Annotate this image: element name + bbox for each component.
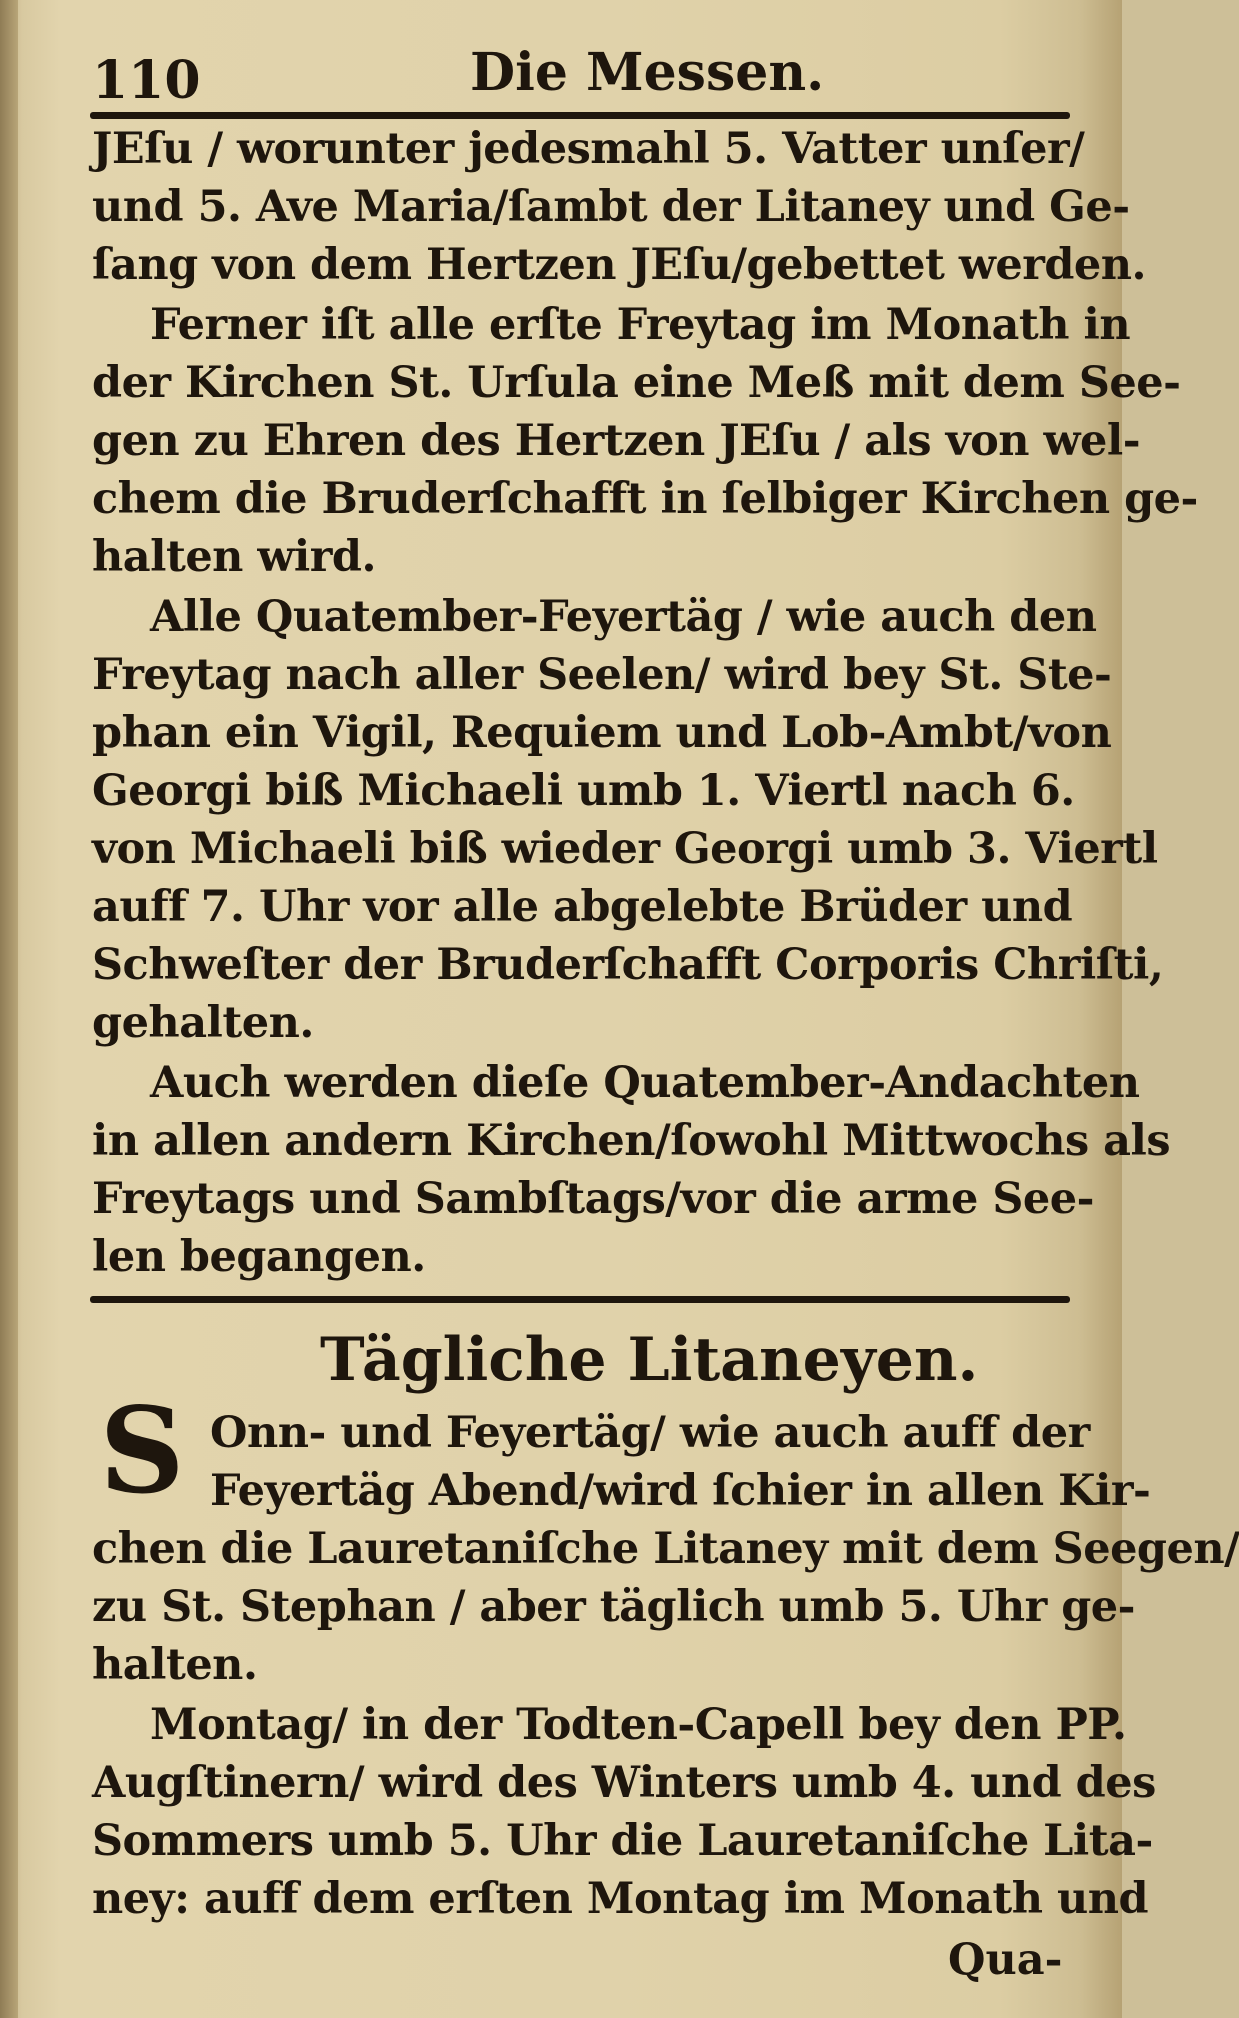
section-title: Tägliche Litaneyen. <box>320 1325 979 1395</box>
text-line: gehalten. <box>92 998 314 1048</box>
text-line: phan ein Vigil, Requiem und Lob-Ambt/von <box>92 708 1112 758</box>
text-line: Montag/ in der Todten-Capell bey den PP. <box>150 1700 1127 1750</box>
text-line: Freytags und Sambſtags/vor die arme See- <box>92 1174 1094 1224</box>
text-line: halten wird. <box>92 532 376 582</box>
text-line: der Kirchen St. Urſula eine Meß mit dem See- <box>92 358 1181 408</box>
text-line: auff 7. Uhr vor alle abgelebte Brüder und <box>92 882 1073 932</box>
text-line: in allen andern Kirchen/ſowohl Mittwochs als <box>92 1116 1171 1166</box>
text-line: JEſu / worunter jedesmahl 5. Vatter unſer/ <box>92 124 1085 174</box>
text-line: Schweſter der Bruderſchafft Corporis Chriſti, <box>92 940 1164 990</box>
text-line: chem die Bruderſchafft in ſelbiger Kirchen ge- <box>92 474 1198 524</box>
text-line: Auch werden dieſe Quatember-Andachten <box>150 1058 1140 1108</box>
text-line: Alle Quatember-Feyertäg / wie auch den <box>150 592 1097 642</box>
text-line: Freytag nach aller Seelen/ wird bey St. Ste- <box>92 650 1112 700</box>
text-line: Onn- und Feyertäg/ wie auch auff der <box>210 1408 1090 1458</box>
text-line: chen die Lauretaniſche Litaney mit dem Seegen/ <box>92 1524 1239 1574</box>
binding-edge <box>0 0 18 2018</box>
header-rule <box>90 112 1070 119</box>
text-line: Feyertäg Abend/wird ſchier in allen Kir- <box>210 1466 1151 1516</box>
text-line: halten. <box>92 1640 258 1690</box>
text-line: und 5. Ave Maria/ſambt der Litaney und Ge- <box>92 182 1130 232</box>
text-line: Georgi biß Michaeli umb 1. Viertl nach 6. <box>92 766 1075 816</box>
section-rule <box>90 1296 1070 1303</box>
text-line: ney: auff dem erſten Montag im Monath und <box>92 1874 1149 1924</box>
text-line: von Michaeli biß wieder Georgi umb 3. Viertl <box>92 824 1158 874</box>
text-line: Augſtinern/ wird des Winters umb 4. und des <box>92 1758 1156 1808</box>
text-line: len begangen. <box>92 1232 426 1282</box>
catchword: Qua- <box>948 1935 1063 1985</box>
running-title: Die Messen. <box>470 42 825 103</box>
decorated-initial: S <box>99 1381 185 1520</box>
text-line: Sommers umb 5. Uhr die Lauretaniſche Lita- <box>92 1816 1153 1866</box>
text-line: ſang von dem Hertzen JEſu/gebettet werden. <box>92 240 1146 290</box>
text-line: Ferner iſt alle erſte Freytag im Monath in <box>150 300 1131 350</box>
text-line: zu St. Stephan / aber täglich umb 5. Uhr ge- <box>92 1582 1135 1632</box>
page-number: 110 <box>92 50 201 111</box>
text-line: gen zu Ehren des Hertzen JEſu / als von wel- <box>92 416 1141 466</box>
